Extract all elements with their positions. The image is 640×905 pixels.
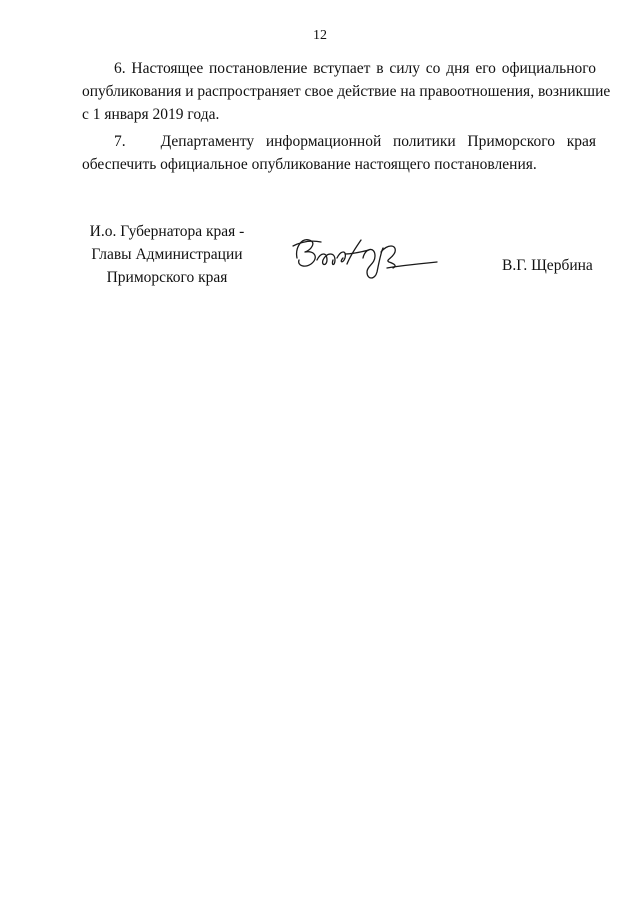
paragraph-line: 7. Департаменту информационной политики Приморского края bbox=[114, 133, 596, 150]
paragraph-line: 6. Настоящее постановление вступает в силу со дня его официального bbox=[114, 60, 596, 77]
paragraph-line: обеспечить официальное опубликование настоящего постановления. bbox=[82, 156, 537, 173]
signer-position bbox=[82, 220, 252, 289]
paragraph-7 bbox=[82, 130, 596, 176]
signer-position-line: Приморского края bbox=[106, 269, 228, 286]
handwritten-signature bbox=[287, 228, 442, 288]
document-body bbox=[82, 57, 611, 180]
signer-position-line: Главы Администрации bbox=[91, 246, 243, 263]
signature-block bbox=[82, 220, 602, 290]
paragraph-line: опубликования и распространяет свое действие на правоотношения, возникшие bbox=[82, 83, 611, 100]
signer-position-line: И.о. Губернатора края - bbox=[89, 223, 245, 240]
page-number: 12 bbox=[313, 28, 327, 43]
paragraph-6 bbox=[82, 57, 611, 126]
signer-name: В.Г. Щербина bbox=[502, 257, 593, 274]
paragraph-line: с 1 января 2019 года. bbox=[82, 106, 220, 123]
